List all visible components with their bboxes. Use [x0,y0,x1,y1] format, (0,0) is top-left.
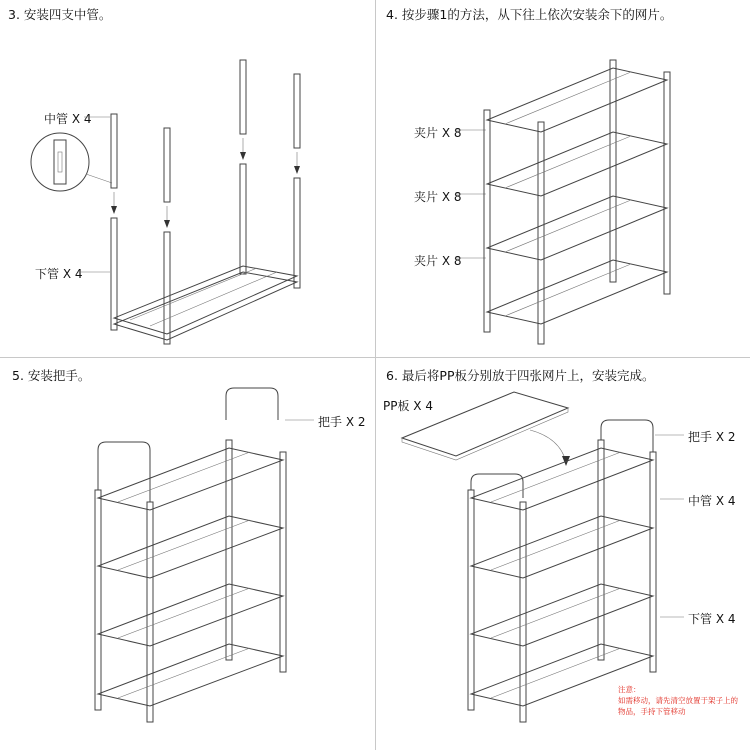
clip-label-bottom: 夹片 X 8 [414,254,462,268]
pp-board-label: PP板 X 4 [383,399,433,413]
step-3-title: 3. 安装四支中管。 [8,7,112,22]
handle-label-final: 把手 X 2 [688,430,736,444]
middle-tube-label-final: 中管 X 4 [688,494,736,508]
step-5-illustration [95,388,314,722]
middle-tube-label: 中管 X 4 [44,112,92,126]
step-6-illustration [402,392,684,722]
note-title: 注意： [618,685,641,694]
clip-label-middle: 夹片 X 8 [414,190,462,204]
detail-magnifier [31,133,89,191]
bottom-tube-label-final: 下管 X 4 [688,612,736,626]
clip-label-top: 夹片 X 8 [414,126,462,140]
bottom-tube-label: 下管 X 4 [35,267,83,281]
step-4-title: 4. 按步骤1的方法，从下往上依次安装余下的网片。 [386,7,673,22]
step-5-title: 5. 安装把手。 [12,368,91,383]
step-6-title: 6. 最后将PP板分别放于四张网片上，安装完成。 [386,368,655,383]
pp-board [402,392,568,456]
note-line-1: 如需移动，请先清空放置于架子上的 [618,696,738,705]
note-line-2: 物品，手持下管移动 [618,707,686,716]
handle-label: 把手 X 2 [318,415,366,429]
step-4-illustration [455,60,670,344]
step-3-illustration [31,60,300,344]
